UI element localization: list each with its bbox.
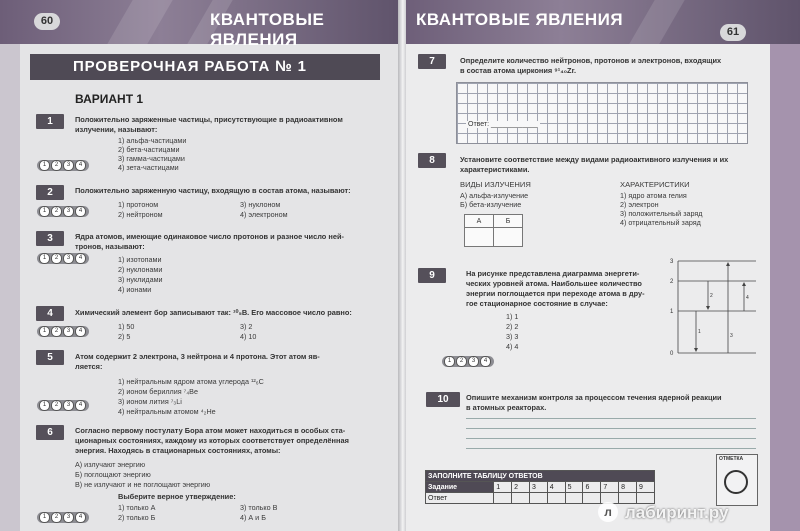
answers-row-task-label: Задание: [426, 482, 494, 493]
answer-bubble[interactable]: 2: [51, 400, 62, 411]
answer-bubble[interactable]: 3: [63, 400, 74, 411]
task-number: 6: [583, 482, 601, 493]
right-side-band: [770, 44, 800, 531]
answer-bubble[interactable]: 2: [456, 356, 467, 367]
q5-text-line1: Атом содержит 2 электрона, 3 нейтрона и 4 протона. Этот атом яв-: [75, 352, 320, 361]
q10-answer-line[interactable]: [466, 448, 756, 449]
q8-type-b: Б) бета-излучение: [460, 200, 522, 209]
q6-text-line3: энергия. Находясь в стационарных состояниях, атомы:: [75, 446, 281, 455]
q2-option-4: 4) электроном: [240, 210, 288, 219]
q6-option-2: 2) только Б: [118, 513, 156, 522]
q3-option-2: 2) нуклонами: [118, 265, 163, 274]
q5-answer-bubbles[interactable]: [37, 400, 89, 411]
q6-option-1: 1) только А: [118, 503, 156, 512]
answer-bubble[interactable]: 2: [51, 326, 62, 337]
right-header-title: КВАНТОВЫЕ ЯВЛЕНИЯ: [416, 10, 624, 29]
q3-option-1: 1) изотопами: [118, 255, 162, 264]
q4-answer-bubbles[interactable]: [37, 326, 89, 337]
q7-answer-label: Ответ: ____________: [468, 121, 538, 128]
q8-text-line2: характеристиками.: [460, 165, 530, 174]
answer-bubble[interactable]: 1: [444, 356, 455, 367]
answer-bubble[interactable]: 2: [51, 512, 62, 523]
q2-answer-bubbles[interactable]: [37, 206, 89, 217]
answer-cell[interactable]: [494, 493, 512, 504]
q9-answer-bubbles[interactable]: [442, 356, 494, 367]
arrow-label: 3: [730, 333, 733, 339]
answer-bubble[interactable]: 1: [39, 160, 50, 171]
q8-char-4: 4) отрицательный заряд: [620, 218, 701, 227]
answer-bubble[interactable]: 3: [63, 512, 74, 523]
left-page-number: 60: [34, 13, 60, 30]
q4-option-2: 2) 5: [118, 332, 131, 341]
q1-text-line2: излучении, называют:: [75, 125, 158, 134]
work-title: ПРОВЕРОЧНАЯ РАБОТА № 1: [73, 58, 307, 75]
q4-text: Химический элемент бор записывают так: ¹⁰₅B. Его массовое число равно:: [75, 308, 352, 317]
q4-option-1: 1) 50: [118, 322, 135, 331]
left-side-band: [0, 44, 20, 531]
q8-char-3: 3) положительный заряд: [620, 209, 703, 218]
answer-bubble[interactable]: 3: [63, 206, 74, 217]
question-number-5: 5: [36, 350, 64, 365]
q10-text-line2: в атомных реакторах.: [466, 403, 547, 412]
q8-column-characteristics: ХАРАКТЕРИСТИКИ: [620, 180, 690, 189]
answer-cell[interactable]: [529, 493, 547, 504]
level-label: 1: [670, 309, 674, 315]
answer-bubble[interactable]: 1: [39, 512, 50, 523]
question-number-7: 7: [418, 54, 446, 69]
grade-circle: [724, 470, 748, 494]
q5-option-1: 1) нейтральным ядром атома углерода ¹²₆C: [118, 377, 264, 386]
arrow-label: 2: [710, 293, 713, 299]
arrow-label: 1: [698, 329, 701, 335]
q3-answer-bubbles[interactable]: [37, 253, 89, 264]
arrowhead: [694, 348, 698, 352]
task-number: 9: [637, 482, 655, 493]
q10-text-line1: Опишите механизм контроля за процессом течения ядерной реакции: [466, 393, 722, 402]
q9-option-4: 4) 4: [506, 342, 519, 351]
answer-bubble[interactable]: 1: [39, 206, 50, 217]
answer-cell[interactable]: [583, 493, 601, 504]
question-number-8: 8: [418, 153, 446, 168]
q8-answer-table[interactable]: [464, 214, 523, 247]
q6-option-3: 3) только В: [240, 503, 278, 512]
q10-answer-line[interactable]: [466, 438, 756, 439]
question-number-10: 10: [426, 392, 460, 407]
question-number-3: 3: [36, 231, 64, 246]
q2-text: Положительно заряженную частицу, входящую в состав атома, называют:: [75, 186, 351, 195]
q3-text-line1: Ядра атомов, имеющие одинаковое число протонов и разное число ней-: [75, 232, 344, 241]
answer-bubble[interactable]: 4: [75, 253, 86, 264]
q5-text-line2: ляется:: [75, 362, 103, 371]
q3-option-4: 4) ионами: [118, 285, 152, 294]
level-label: 3: [670, 259, 674, 265]
q4-option-3: 3) 2: [240, 322, 253, 331]
q1-option-3: 3) гамма-частицами: [118, 154, 185, 163]
answer-bubble[interactable]: 4: [75, 160, 86, 171]
answer-cell[interactable]: [565, 493, 583, 504]
task-number: 7: [601, 482, 619, 493]
q2-option-1: 1) протоном: [118, 200, 159, 209]
q3-option-3: 3) нуклидами: [118, 275, 163, 284]
question-number-1: 1: [36, 114, 64, 129]
question-number-4: 4: [36, 306, 64, 321]
answer-bubble[interactable]: 4: [75, 400, 86, 411]
q7-text-line1: Определите количество нейтронов, протонов и электронов, входящих: [460, 56, 722, 65]
task-number: 1: [494, 482, 512, 493]
q2-option-3: 3) нуклоном: [240, 200, 281, 209]
answer-bubble[interactable]: 1: [39, 326, 50, 337]
q5-option-4: 4) нейтральным атомом ⁴₂He: [118, 407, 216, 416]
arrowhead: [706, 306, 710, 310]
q1-option-4: 4) зета-частицами: [118, 163, 179, 172]
answer-cell[interactable]: [619, 493, 637, 504]
q10-answer-line[interactable]: [466, 428, 756, 429]
task-number: 3: [529, 482, 547, 493]
q9-option-1: 1) 1: [506, 312, 519, 321]
question-number-2: 2: [36, 185, 64, 200]
answer-bubble[interactable]: 3: [63, 160, 74, 171]
q6-text-line1: Согласно первому постулату Бора атом может находиться в особых ста-: [75, 426, 346, 435]
energy-level-diagram: [666, 253, 766, 363]
book-spine: [398, 0, 406, 531]
level-label: 0: [670, 351, 674, 357]
question-number-9: 9: [418, 268, 446, 283]
answer-bubble[interactable]: 4: [75, 326, 86, 337]
answer-bubble[interactable]: 3: [63, 253, 74, 264]
q9-text-line4: гое стационарное состояние в случае:: [466, 299, 608, 308]
task-number: 4: [547, 482, 565, 493]
q6-statement-b: Б) поглощают энергию: [75, 470, 151, 479]
arrowhead: [742, 282, 746, 286]
grade-box-title: ОТМЕТКА: [719, 456, 744, 462]
q8-char-2: 2) электрон: [620, 200, 659, 209]
q6-statement-c: В) не излучают и не поглощают энергию: [75, 480, 211, 489]
right-page-number: 61: [720, 24, 746, 41]
q7-answer-grid[interactable]: [456, 82, 748, 144]
answer-bubble[interactable]: 3: [63, 326, 74, 337]
q1-answer-bubbles[interactable]: [37, 160, 89, 171]
q9-option-2: 2) 2: [506, 322, 519, 331]
q8-table-cell[interactable]: [494, 228, 523, 247]
answer-bubble[interactable]: 3: [468, 356, 479, 367]
question-number-6: 6: [36, 425, 64, 440]
q10-answer-line[interactable]: [466, 418, 756, 419]
q9-text-line3: энергии поглощается при переходе атома в дру-: [466, 289, 645, 298]
q6-option-4: 4) А и Б: [240, 513, 266, 522]
q8-type-a: А) альфа-излучение: [460, 191, 529, 200]
q1-text-line1: Положительно заряженные частицы, присутствующие в радиоактивном: [75, 115, 343, 124]
left-header-title: КВАНТОВЫЕ ЯВЛЕНИЯ: [210, 10, 325, 49]
q3-text-line2: тронов, называют:: [75, 242, 145, 251]
q8-text-line1: Установите соответствие между видами радиоактивного излучения и их: [460, 155, 729, 164]
answer-bubble[interactable]: 1: [39, 253, 50, 264]
level-label: 2: [670, 279, 674, 285]
q2-option-2: 2) нейтроном: [118, 210, 163, 219]
watermark: лабиринт.ру: [625, 503, 729, 522]
task-number: 5: [565, 482, 583, 493]
q4-option-4: 4) 10: [240, 332, 257, 341]
q9-text-line1: На рисунке представлена диаграмма энергети-: [466, 269, 640, 278]
q8-char-1: 1) ядро атома гелия: [620, 191, 687, 200]
q7-text-line2: в состав атома циркония ⁹¹₄₀Zr.: [460, 66, 577, 75]
answers-row-answer-label: Ответ: [426, 493, 494, 504]
answer-cell[interactable]: [637, 493, 655, 504]
q6-statement-a: А) излучают энергию: [75, 460, 146, 469]
q5-option-3: 3) ионом лития ⁷₃Li: [118, 397, 182, 406]
answers-table[interactable]: [425, 470, 655, 504]
arrow-label: 4: [746, 295, 749, 301]
answer-bubble[interactable]: 1: [39, 400, 50, 411]
q8-column-types: ВИДЫ ИЗЛУЧЕНИЯ: [460, 180, 531, 189]
variant-title: ВАРИАНТ 1: [75, 92, 144, 106]
task-number: 8: [619, 482, 637, 493]
q6-text-line2: ционарных состояниях, каждому из которых соответствует определённая: [75, 436, 349, 445]
q6-answer-bubbles[interactable]: [37, 512, 89, 523]
q1-option-2: 2) бета-частицами: [118, 145, 180, 154]
answer-cell[interactable]: [547, 493, 565, 504]
answer-bubble[interactable]: 2: [51, 160, 62, 171]
answer-cell[interactable]: [512, 493, 530, 504]
answer-bubble[interactable]: 2: [51, 253, 62, 264]
q8-table-head-a: А: [465, 215, 494, 228]
arrowhead: [726, 262, 730, 266]
q8-table-head-b: Б: [494, 215, 523, 228]
q6-choose-prompt: Выберите верное утверждение:: [118, 492, 236, 501]
q5-option-2: 2) ионом бериллия ⁷₄Be: [118, 387, 198, 396]
q9-option-3: 3) 3: [506, 332, 519, 341]
task-number: 2: [512, 482, 530, 493]
q9-text-line2: ческих уровней атома. Наибольшее количество: [466, 279, 642, 288]
answer-bubble[interactable]: 2: [51, 206, 62, 217]
answer-bubble[interactable]: 4: [75, 512, 86, 523]
labirint-logo-icon: л: [598, 502, 618, 522]
q1-option-1: 1) альфа-частицами: [118, 136, 187, 145]
answers-table-title: ЗАПОЛНИТЕ ТАБЛИЦУ ОТВЕТОВ: [426, 471, 655, 482]
answer-bubble[interactable]: 4: [75, 206, 86, 217]
q8-table-cell[interactable]: [465, 228, 494, 247]
answer-bubble[interactable]: 4: [480, 356, 491, 367]
